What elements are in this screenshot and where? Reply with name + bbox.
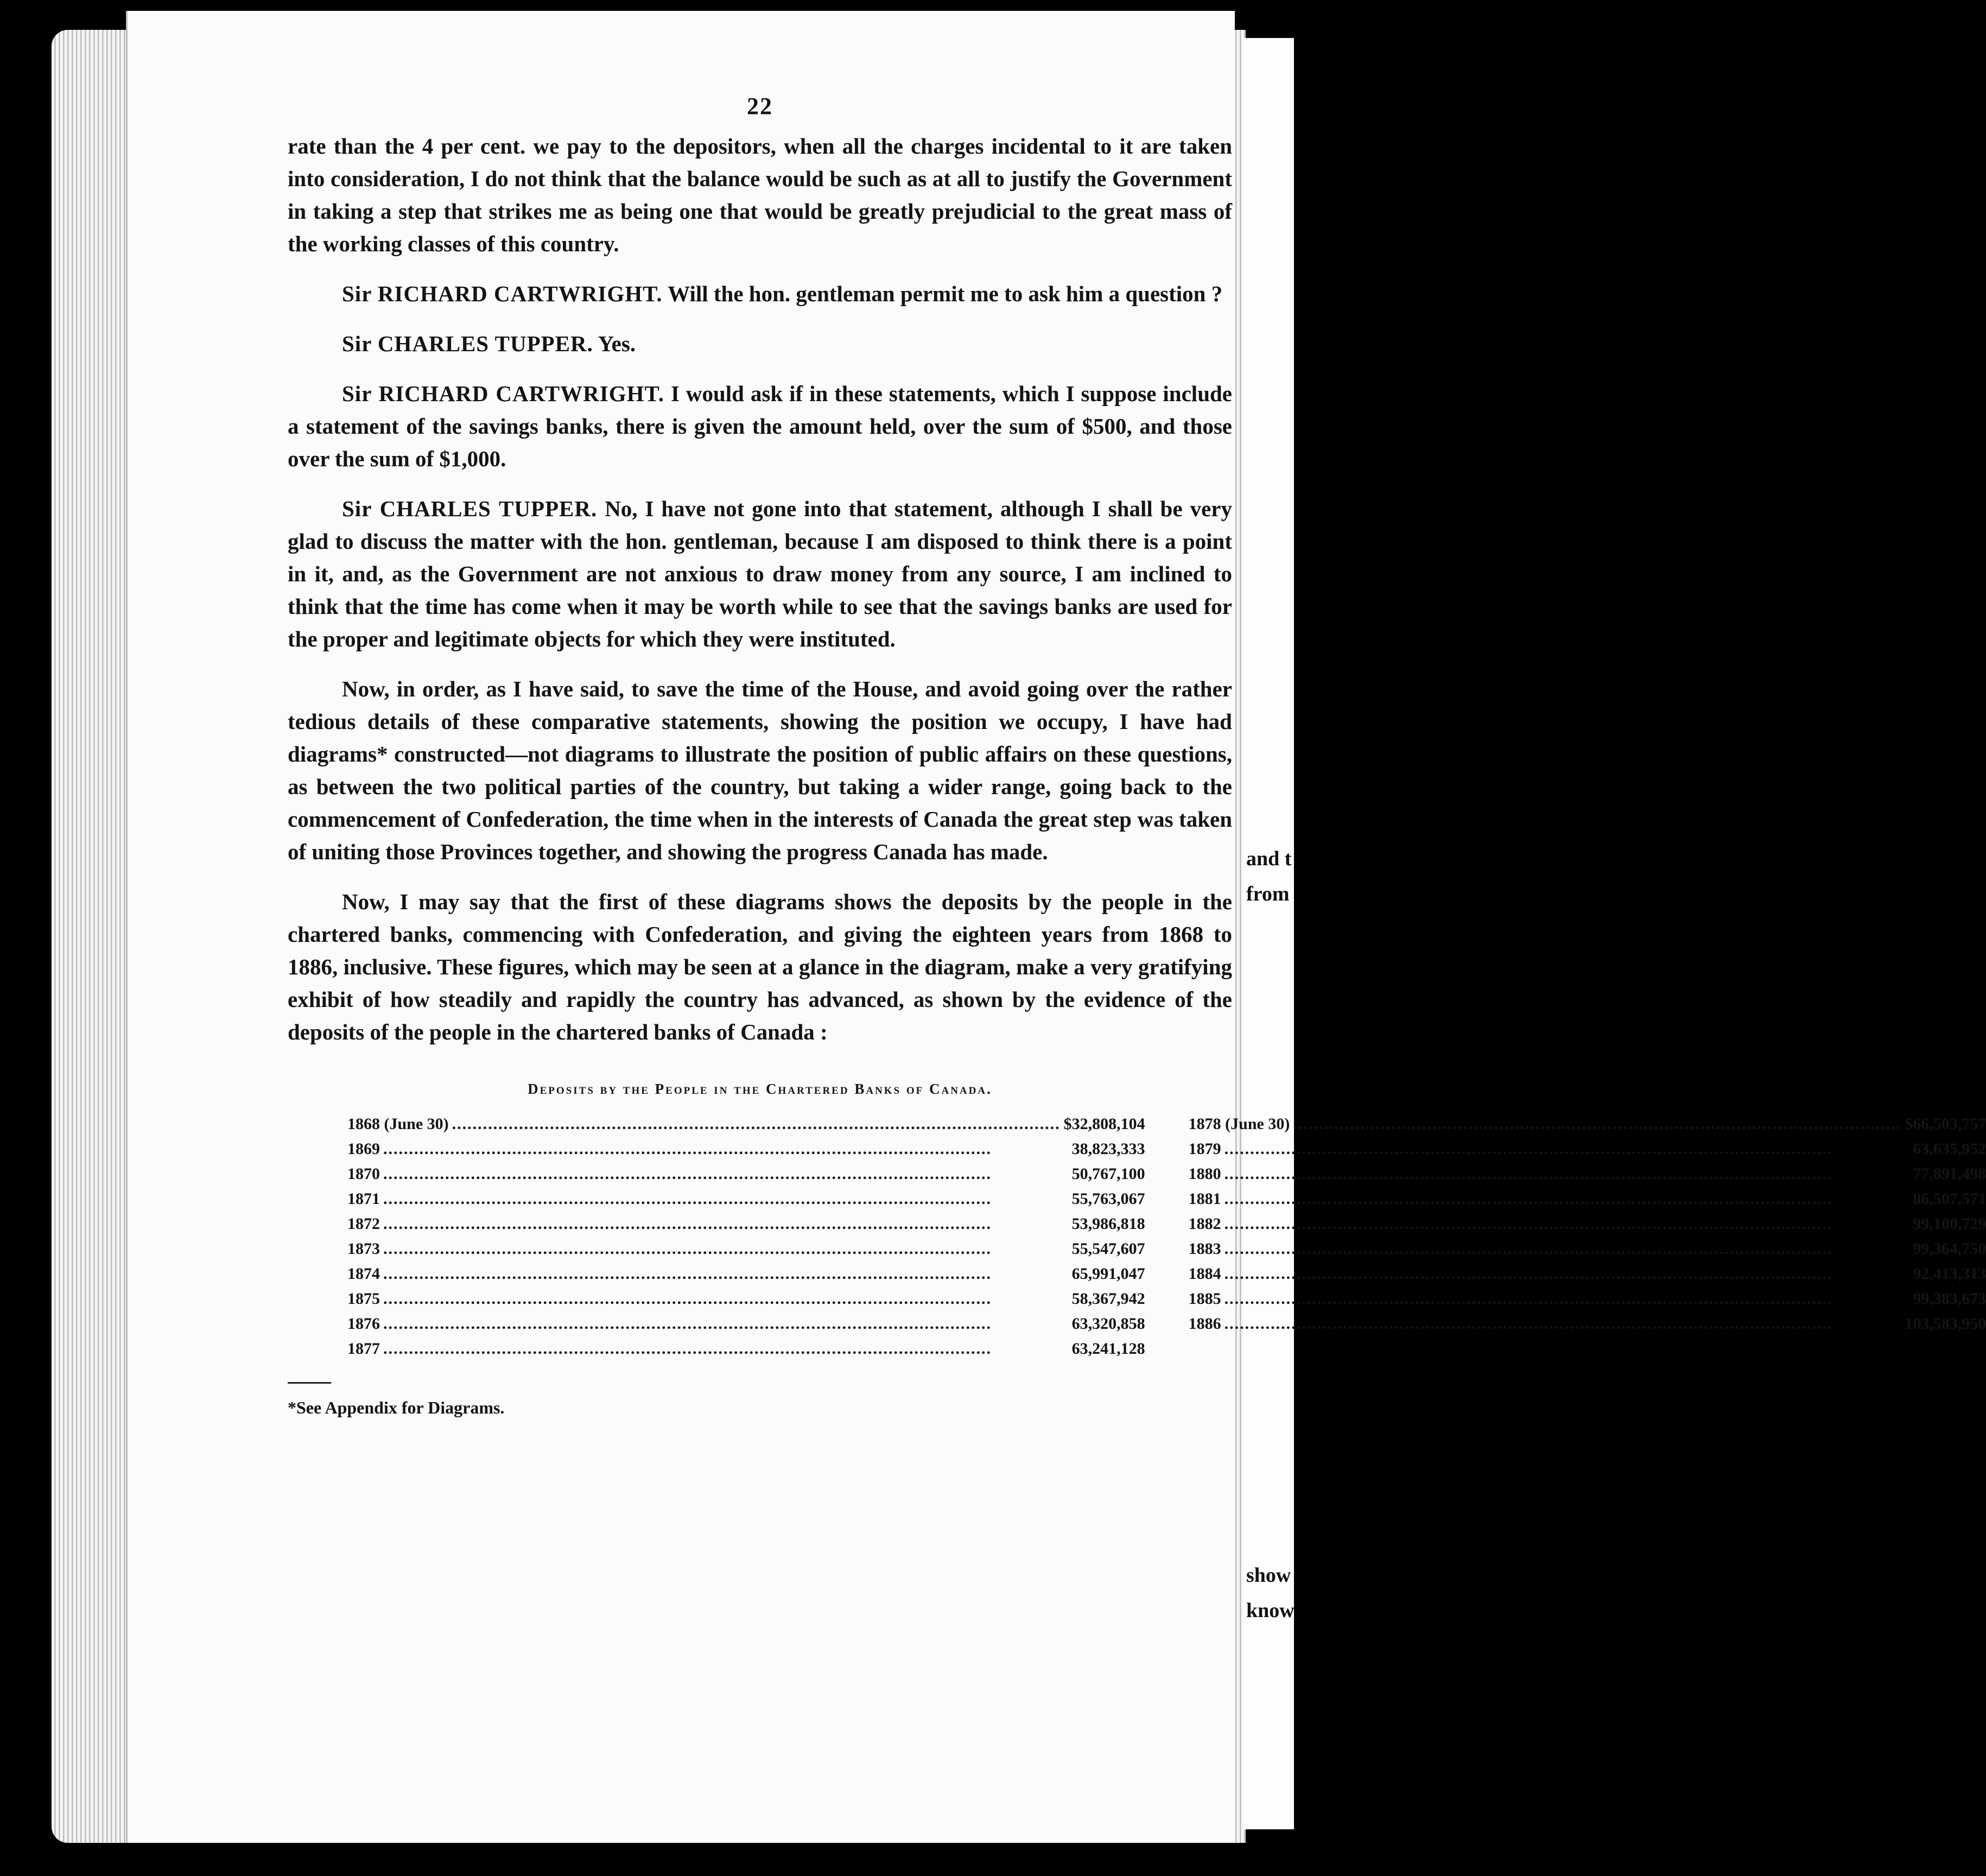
leader-dots	[452, 1112, 1061, 1137]
table-amount: $66,503,757	[1905, 1115, 1986, 1133]
paragraph	[288, 377, 1232, 475]
table-row	[1189, 1237, 1986, 1262]
speaker-name: Sir RICHARD CARTWRIGHT.	[342, 381, 665, 406]
leader-dots	[383, 1336, 1069, 1361]
table-year: 1868 (June 30)	[347, 1115, 449, 1133]
table-year: 1879	[1188, 1140, 1221, 1158]
table-row	[1189, 1162, 1986, 1187]
table-amount: 50,767,100	[1071, 1165, 1145, 1183]
leader-dots	[1224, 1162, 1910, 1187]
leader-dots	[1224, 1311, 1902, 1336]
paragraph	[288, 492, 1232, 655]
footnote-rule	[288, 1382, 331, 1384]
leader-dots	[1224, 1187, 1910, 1212]
paragraph	[288, 130, 1232, 260]
table-year: 1885	[1188, 1290, 1221, 1308]
table-year: 1875	[347, 1290, 380, 1308]
table-row	[347, 1237, 1145, 1262]
table-year: 1869	[347, 1140, 380, 1158]
table-title: Deposits by the People in the Chartered Banks of Canada.	[528, 1081, 992, 1097]
table-row	[347, 1212, 1145, 1237]
table-row	[1189, 1137, 1986, 1162]
table-row	[347, 1311, 1145, 1336]
paragraph-text: Now, in order, as I have said, to save the time of the House, and avoid going over the rather tedious details of these comparative statements, showing the position we occupy, I have had diagrams* constructed—not diagrams to illustrate the position of public affairs on these questions, as between the two political parties of the country, but taking a wider range, going back to the commencement of Confederation, the time when in the interests of Canada the great step was taken of uniting those Provinces together, and showing the progress Canada has made.	[288, 676, 1232, 864]
table-row	[1189, 1311, 1986, 1336]
leader-dots	[383, 1262, 1069, 1286]
adjacent-fragment: know	[1246, 1599, 1295, 1622]
table-year: 1878 (June 30)	[1188, 1115, 1290, 1133]
table-amount: 58,367,942	[1071, 1290, 1145, 1308]
table-amount: 38,823,333	[1071, 1140, 1145, 1158]
table-amount: 92,413,313	[1913, 1265, 1986, 1283]
table-row	[347, 1112, 1145, 1137]
paragraph	[288, 277, 1232, 310]
leader-dots	[1224, 1212, 1910, 1237]
table-amount: 99,100,729	[1913, 1215, 1986, 1233]
leader-dots	[383, 1286, 1069, 1311]
table-amount: 65,991,047	[1071, 1265, 1145, 1283]
table-amount: 63,635,952	[1913, 1140, 1986, 1158]
paragraph-text: rate than the 4 per cent. we pay to the depositors, when all the charges incidental to it are taken into consideration, I do not think that the balance would be such as at all to justify the Government in taking a step that strikes me as being one that would be greatly prejudicial to the great mass of the working classes of this country.	[288, 134, 1232, 256]
table-amount: 63,241,128	[1071, 1340, 1145, 1358]
page-number: 22	[747, 93, 773, 119]
adjacent-page-strip	[1243, 38, 1294, 1829]
table-amount: 99,364,750	[1913, 1240, 1986, 1258]
paragraph-text: I would ask if in these statements, which I suppose include a statement of the savings banks, there is given the amount held, over the sum of $500, and those over the sum of $1,000.	[288, 381, 1232, 471]
paragraph	[288, 885, 1232, 1048]
leader-dots	[1224, 1137, 1910, 1162]
leader-dots	[383, 1212, 1069, 1237]
adjacent-fragment: from	[1246, 883, 1290, 905]
table-year: 1884	[1188, 1265, 1221, 1283]
table-year: 1876	[347, 1315, 380, 1333]
table-year: 1886	[1188, 1315, 1221, 1333]
table-column-left	[347, 1112, 1145, 1361]
table-row	[347, 1286, 1145, 1311]
table-row	[347, 1336, 1145, 1361]
table-year: 1883	[1188, 1240, 1221, 1258]
table-row	[1189, 1262, 1986, 1286]
table-row	[1189, 1112, 1986, 1137]
paragraph-text: Now, I may say that the first of these diagrams shows the deposits by the people in the chartered banks, commencing with Confederation, and giving the eighteen years from 1868 to 1886, inclusive. These figures, which may be seen at a glance in the diagram, make a very gratifying exhibit of how steadily and rapidly the country has advanced, as shown by the evidence of the deposits of the people in the chartered banks of Canada :	[288, 889, 1232, 1044]
table-column-right	[1189, 1112, 1986, 1361]
table-row	[347, 1187, 1145, 1212]
table-amount: 55,763,067	[1071, 1190, 1145, 1208]
table-amount: 99,383,673	[1913, 1290, 1986, 1308]
table-year: 1873	[347, 1240, 380, 1258]
leader-dots	[383, 1137, 1069, 1162]
paragraph	[288, 327, 1232, 360]
table-year: 1882	[1188, 1215, 1221, 1233]
leader-dots	[1224, 1262, 1910, 1286]
deposits-table	[288, 1112, 1986, 1361]
table-year: 1874	[347, 1265, 380, 1283]
table-row	[1189, 1187, 1986, 1212]
table-amount: 63,320,858	[1071, 1315, 1145, 1333]
table-year: 1880	[1188, 1165, 1221, 1183]
paragraph	[288, 673, 1232, 868]
table-row	[1189, 1286, 1986, 1311]
paragraph-text: Will the hon. gentleman permit me to ask him a question ?	[668, 281, 1223, 306]
table-row	[347, 1137, 1145, 1162]
leader-dots	[383, 1187, 1069, 1212]
leader-dots	[383, 1237, 1069, 1262]
speaker-name: Sir CHARLES TUPPER.	[342, 496, 598, 521]
speaker-name: Sir CHARLES TUPPER.	[342, 331, 593, 356]
table-amount: 103,583,950	[1905, 1315, 1986, 1333]
table-amount: 86,507,571	[1913, 1190, 1986, 1208]
paragraph-text: No, I have not gone into that statement, although I shall be very glad to discuss the matter with the hon. gentleman, because I am disposed to think there is a point in it, and, as the Government are not anxious to draw money from any source, I am inclined to think that the time has come when it may be worth while to see that the savings banks are used for the proper and legitimate objects for which they were instituted.	[288, 496, 1232, 651]
table-year: 1881	[1188, 1190, 1221, 1208]
table-amount: 53,986,818	[1071, 1215, 1145, 1233]
leader-dots	[1224, 1237, 1910, 1262]
table-row	[347, 1262, 1145, 1286]
footnote: *See Appendix for Diagrams.	[288, 1398, 505, 1417]
table-row	[347, 1162, 1145, 1187]
table-year: 1872	[347, 1215, 380, 1233]
table-amount: $32,808,104	[1063, 1115, 1145, 1133]
leader-dots	[383, 1162, 1069, 1187]
leader-dots	[383, 1311, 1069, 1336]
adjacent-fragment: show	[1246, 1564, 1291, 1587]
table-row	[1189, 1212, 1986, 1237]
table-amount: 77,891,498	[1913, 1165, 1986, 1183]
leader-dots	[1224, 1286, 1910, 1311]
speaker-name: Sir RICHARD CARTWRIGHT.	[342, 281, 663, 306]
adjacent-fragment: and t	[1246, 847, 1292, 870]
leader-dots	[1293, 1112, 1901, 1137]
table-year: 1871	[347, 1190, 380, 1208]
paragraph-text: Yes.	[598, 331, 636, 356]
table-year: 1870	[347, 1165, 380, 1183]
page-content	[288, 92, 1986, 1418]
table-amount: 55,547,607	[1071, 1240, 1145, 1258]
table-year: 1877	[347, 1340, 380, 1358]
